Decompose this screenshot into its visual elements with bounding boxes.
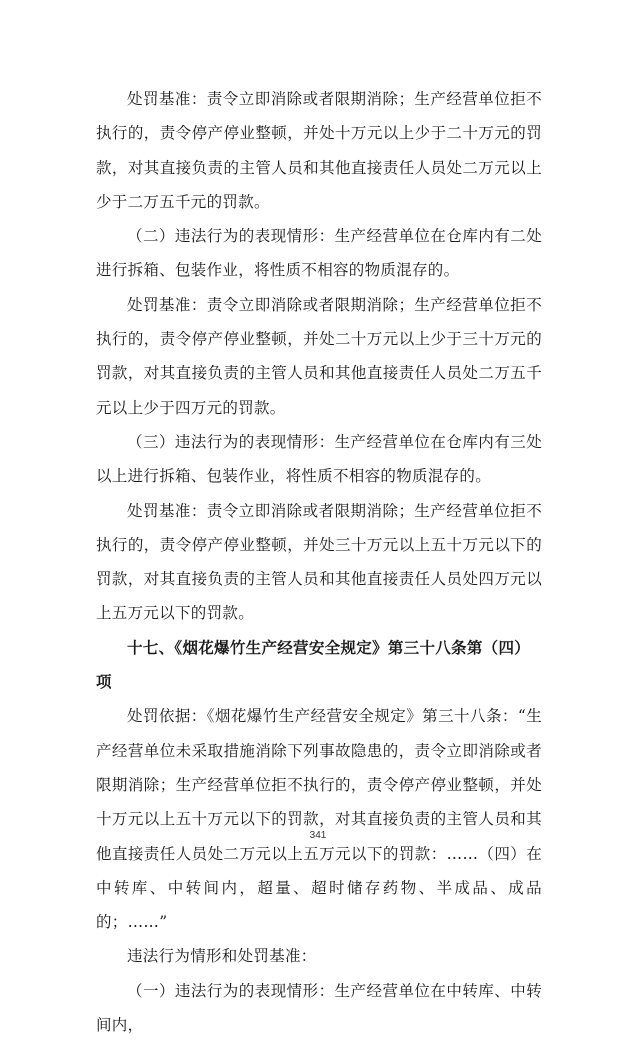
paragraph-violation-case-3: （三）违法行为的表现情形：生产经营单位在仓库内有三处以上进行拆箱、包装作业，将性质不相容的物质混存的。 xyxy=(96,432,542,486)
document-body xyxy=(96,82,542,1042)
paragraph-penalty-standard-2: 处罚基准：责令立即消除或者限期消除；生产经营单位拒不执行的，责令停产停业整顿，并处二十万元以上少于三十万元的罚款，对其直接负责的主管人员和其他直接责任人员处二万五千元以上少于四万元的罚款。 xyxy=(96,295,542,417)
paragraph-violation-case-2: （二）违法行为的表现情形：生产经营单位在仓库内有二处进行拆箱、包装作业，将性质不相容的物质混存的。 xyxy=(96,227,542,280)
paragraph-penalty-basis: 处罚依据：《烟花爆竹生产经营安全规定》第三十八条：“生产经营单位未采取措施消除下列事故隐患的，责令立即消除或者限期消除；生产经营单位拒不执行的，责令停产停业整顿，并处十万元以上五十万元以下的罚款，对其直接负责的主管人员和其他直接责任人员处二万元以上五万元以下的罚款：……（四）在中转库、中转间内，超量、超时储存药物、半成品、成品的；……” xyxy=(96,707,542,932)
section-heading: 十七、《烟花爆竹生产经营安全规定》第三十八条第（四）项 xyxy=(96,638,531,692)
paragraph-penalty-standard-1: 处罚基准：责令立即消除或者限期消除；生产经营单位拒不执行的，责令停产停业整顿，并处十万元以上少于二十万元的罚款，对其直接负责的主管人员和其他直接责任人员处二万元以上少于二万五千元的罚款。 xyxy=(96,90,542,211)
paragraph-penalty-standard-3: 处罚基准：责令立即消除或者限期消除；生产经营单位拒不执行的，责令停产停业整顿，并处三十万元以上五十万元以下的罚款，对其直接负责的主管人员和其他直接责任人员处四万元以上五万元以下的罚款。 xyxy=(96,501,542,623)
page-number: 341 xyxy=(309,830,327,841)
paragraph-violation-case-1: （一）违法行为的表现情形：生产经营单位在中转库、中转间内， xyxy=(96,981,542,1035)
paragraph-cases-intro: 违法行为情形和处罚基准： xyxy=(127,947,317,966)
